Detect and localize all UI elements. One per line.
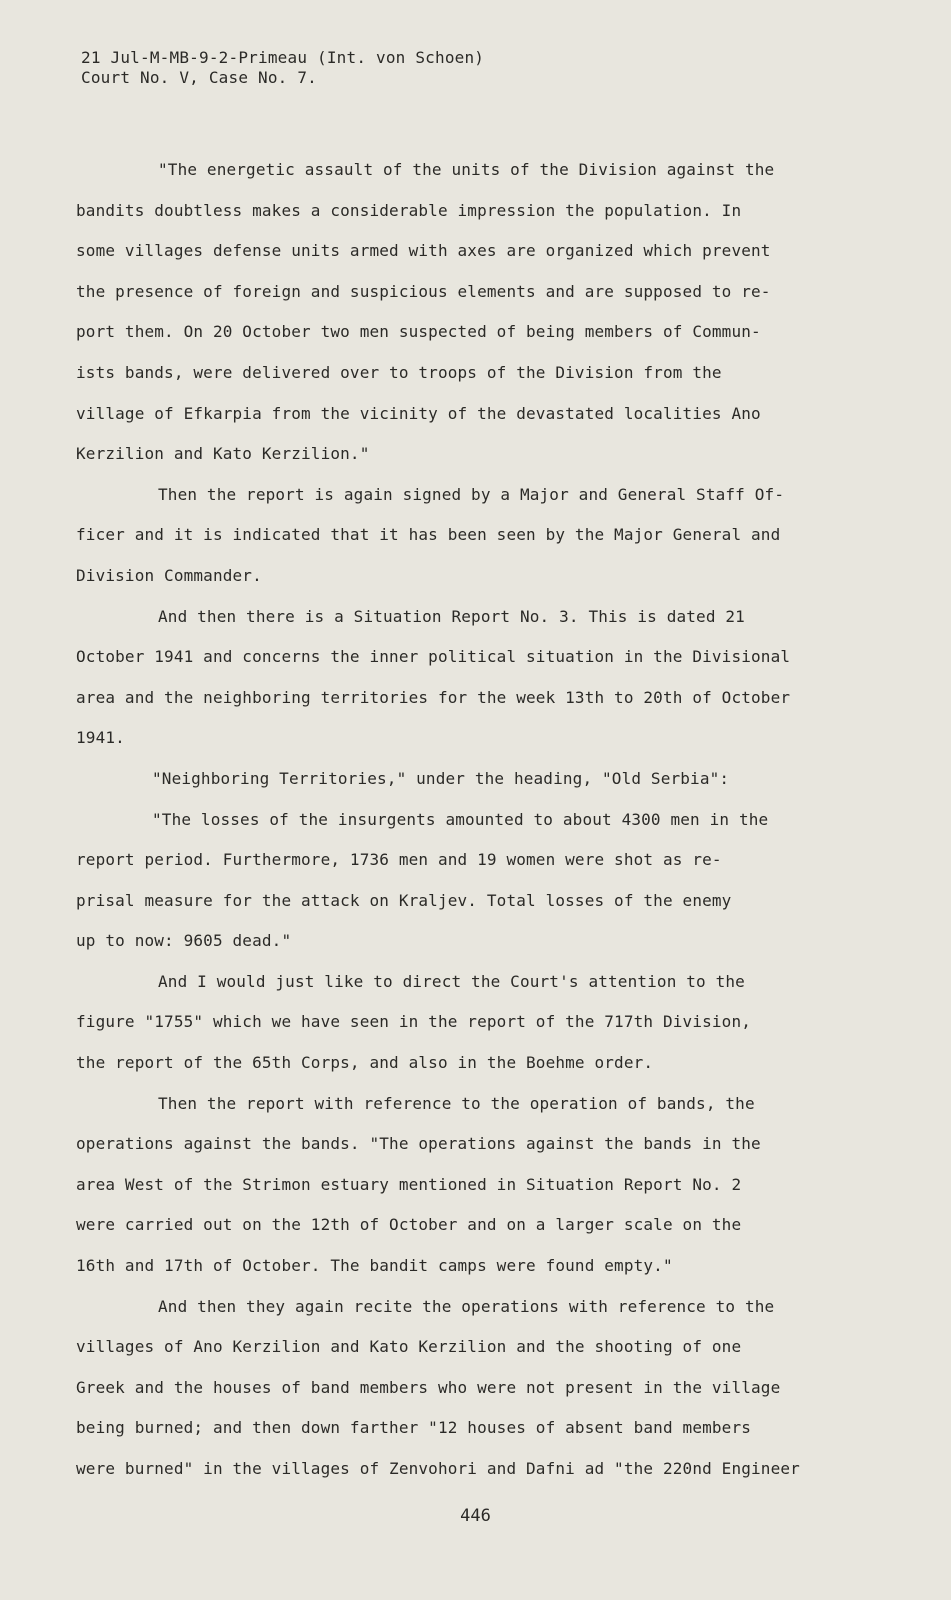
text-line: were burned" in the villages of Zenvohori and Dafni ad "the 220nd Engineer	[76, 1459, 800, 1478]
document-header	[81, 48, 484, 88]
text-line: 16th and 17th of October. The bandit camps were found empty."	[76, 1256, 673, 1276]
text-line: And then they again recite the operations with reference to the	[158, 1296, 775, 1316]
text-line: Then the report is again signed by a Major and General Staff Of-	[158, 484, 785, 504]
text-line: And then there is a Situation Report No. 3. This is dated 21	[158, 606, 745, 626]
text-line: Greek and the houses of band members who were not present in the village	[76, 1377, 781, 1397]
text-line: Division Commander.	[76, 565, 262, 585]
text-line: ficer and it is indicated that it has been seen by the Major General and	[76, 525, 781, 545]
text-line: were carried out on the 12th of October and on a larger scale on the	[76, 1215, 742, 1235]
page-number: 446	[460, 1506, 491, 1526]
text-line: "Neighboring Territories," under the heading, "Old Serbia":	[152, 768, 730, 788]
text-line: "The energetic assault of the units of the Division against the	[158, 160, 775, 179]
header-court-line: Court No. V, Case No. 7.	[81, 68, 317, 87]
text-line: operations against the bands. "The operations against the bands in the	[76, 1134, 761, 1154]
text-line: some villages defense units armed with axes are organized which prevent	[76, 241, 771, 261]
text-line: up to now: 9605 dead."	[76, 931, 292, 951]
text-line: the report of the 65th Corps, and also in the Boehme order.	[76, 1053, 654, 1073]
text-line: port them. On 20 October two men suspected of being members of Commun-	[76, 322, 761, 342]
text-line: villages of Ano Kerzilion and Kato Kerzilion and the shooting of one	[76, 1337, 742, 1357]
text-line: figure "1755" which we have seen in the report of the 717th Division,	[76, 1012, 752, 1032]
text-line: the presence of foreign and suspicious elements and are supposed to re-	[76, 281, 771, 301]
text-line: Kerzilion and Kato Kerzilion."	[76, 444, 370, 464]
text-line: ists bands, were delivered over to troops of the Division from the	[76, 362, 722, 382]
text-line: prisal measure for the attack on Kraljev. Total losses of the enemy	[76, 890, 732, 910]
text-line: area West of the Strimon estuary mentioned in Situation Report No. 2	[76, 1174, 742, 1194]
text-line: Then the report with reference to the operation of bands, the	[158, 1093, 755, 1113]
text-line: 1941.	[76, 728, 125, 748]
text-line: bandits doubtless makes a considerable impression the population. In	[76, 200, 742, 220]
header-reference-line: 21 Jul-M-MB-9-2-Primeau (Int. von Schoen)	[81, 48, 485, 67]
text-line: being burned; and then down farther "12 houses of absent band members	[76, 1418, 752, 1438]
transcript-body	[76, 150, 816, 1490]
text-line: village of Efkarpia from the vicinity of the devastated localities Ano	[76, 403, 761, 423]
text-line: And I would just like to direct the Court's attention to the	[158, 971, 745, 991]
text-line: area and the neighboring territories for the week 13th to 20th of October	[76, 687, 791, 707]
text-line: "The losses of the insurgents amounted to about 4300 men in the	[152, 809, 769, 829]
text-line: October 1941 and concerns the inner political situation in the Divisional	[76, 647, 791, 667]
text-line: report period. Furthermore, 1736 men and 19 women were shot as re-	[76, 850, 722, 870]
